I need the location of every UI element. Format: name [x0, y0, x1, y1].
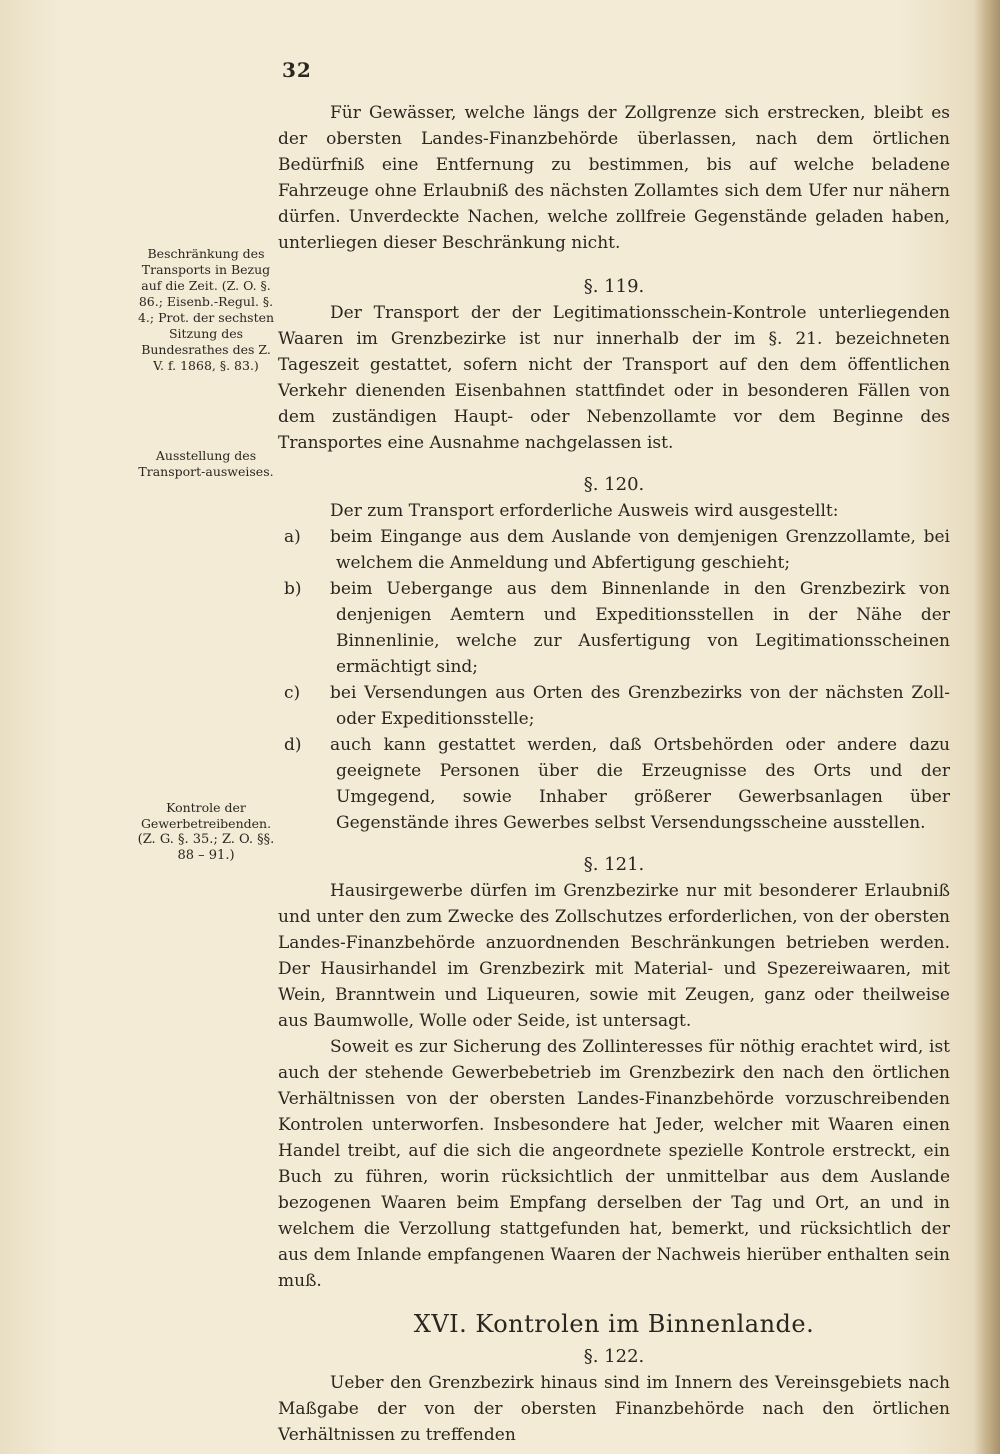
list-marker: c)	[284, 683, 301, 703]
list-marker: a)	[284, 527, 301, 547]
section-122-text: Ueber den Grenzbezirk hinaus sind im Innern des Vereinsgebiets nach Maßgabe der von der obersten Finanzbehörde nach den örtlichen Verhältnissen zu treffenden	[278, 1373, 950, 1445]
intro-paragraph: Für Gewässer, welche längs der Zollgrenze sich erstrecken, bleibt es der obersten Landes-Finanzbehörde überlassen, nach dem örtlichen Bedürfniß eine Entfernung zu bestimmen, bis auf welche beladene Fahrzeuge ohne Erlaubniß des nächsten Zollamtes sich dem Ufer nur nähern dürfen. Unverdeckte Nachen, welche zollfreie Gegenstände geladen haben, unterliegen dieser Beschränkung nicht.	[278, 103, 950, 253]
page-number: 32	[282, 58, 312, 82]
section-heading-120: §. 120.	[583, 474, 645, 495]
list-item-text: bei Versendungen aus Orten des Grenzbezirks von der nächsten Zoll- oder Expeditionsstelle;	[330, 683, 950, 729]
section-120-intro: Der zum Transport erforderliche Ausweis wird ausgestellt:	[330, 501, 839, 521]
list-item-text: beim Uebergange aus dem Binnenlande in den Grenzbezirk von denjenigen Aemtern und Expeditionsstellen in der Nähe der Binnenlinie, welche zur Ausfertigung von Legitimationsscheinen ermächtigt sind;	[330, 579, 950, 677]
section-120-list	[278, 524, 950, 836]
marginal-note-s121-title: Kontrole der Gewerbetreibenden.	[140, 800, 272, 831]
page-edge-shadow	[974, 0, 1000, 1454]
list-item-text: auch kann gestattet werden, daß Ortsbehörden oder andere dazu geeignete Personen über die Erzeugnisse des Orts und der Umgegend, sowie Inhaber größerer Gewerbsanlagen über Gegenstände ihres Gewerbes selbst Versendungsscheine ausstellen.	[330, 735, 950, 833]
main-text-column	[278, 100, 950, 1448]
list-item	[278, 680, 950, 732]
list-item	[278, 524, 950, 576]
list-item	[278, 576, 950, 680]
marginal-note-s120: Ausstellung des Transport-ausweises.	[138, 448, 274, 479]
list-marker: b)	[284, 579, 302, 599]
marginal-note-s119: Beschränkung des Transports in Bezug auf die Zeit. (Z. O. §. 86.; Eisenb.-Regul. §. 4.; Prot. der sechsten Sitzung des Bundesrathes des Z. V. f. 1868, §. 83.)	[137, 246, 275, 373]
section-heading-122: §. 122.	[583, 1346, 645, 1367]
section-121-paragraph-2: Soweit es zur Sicherung des Zollinteresses für nöthig erachtet wird, ist auch der stehende Gewerbebetrieb im Grenzbezirk den nach den örtlichen Verhältnissen von der obersten Landes-Finanzbehörde vorzuschreibenden Kontrolen unterworfen. Insbesondere hat Jeder, welcher mit Waaren einen Handel treibt, auf die sich die angeordnete spezielle Kontrole erstreckt, ein Buch zu führen, worin rücksichtlich der unmittelbar aus dem Auslande bezogenen Waaren beim Empfang derselben der Tag und Ort, an und in welchem die Verzollung stattgefunden hat, bemerkt, und rücksichtlich der aus dem Inlande empfangenen Waaren der Nachweis hierüber enthalten sein muß.	[278, 1037, 950, 1291]
section-119-text: Der Transport der der Legitimationsschein-Kontrole unterliegenden Waaren im Grenzbezirke ist nur innerhalb der im §. 21. bezeichneten Tageszeit gestattet, sofern nicht der Transport auf den dem öffentlichen Verkehr dienenden Eisenbahnen stattfindet oder in besonderen Fällen von dem zuständigen Haupt- oder Nebenzollamte vor dem Beginne des Transportes eine Ausnahme nachgelassen ist.	[278, 303, 950, 453]
section-heading-119: §. 119.	[583, 276, 645, 297]
marginal-note-s121-ref: (Z. G. §. 35.; Z. O. §§. 88 – 91.)	[137, 832, 275, 863]
marginal-note-s121	[136, 800, 276, 864]
list-item	[278, 732, 950, 836]
list-marker: d)	[284, 735, 302, 755]
chapter-heading: XVI. Kontrolen im Binnenlande.	[413, 1310, 815, 1338]
section-heading-121: §. 121.	[583, 854, 645, 875]
section-121-paragraph-1: Hausirgewerbe dürfen im Grenzbezirke nur mit besonderer Erlaubniß und unter den zum Zwecke des Zollschutzes erforderlichen, von der obersten Landes-Finanzbehörde anzuordnenden Beschränkungen betrieben werden. Der Hausirhandel im Grenzbezirk mit Material- und Spezereiwaaren, mit Wein, Branntwein und Liqueuren, sowie mit Zeugen, ganz oder theilweise aus Baumwolle, Wolle oder Seide, ist untersagt.	[278, 881, 950, 1031]
list-item-text: beim Eingange aus dem Auslande von demjenigen Grenzzollamte, bei welchem die Anmeldung und Abfertigung geschieht;	[330, 527, 950, 573]
